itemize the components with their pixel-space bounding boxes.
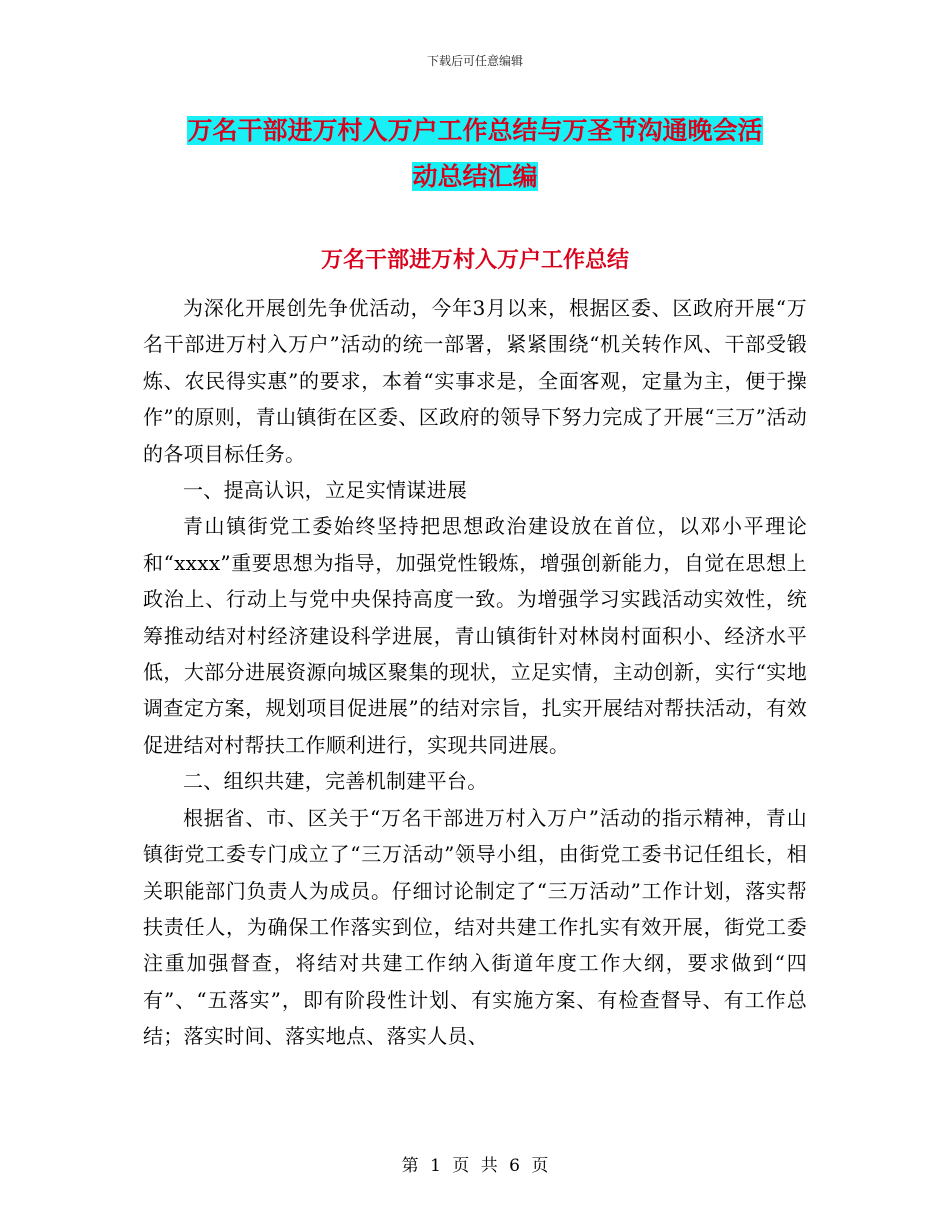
paragraph-heading-1: 一、提高认识，立足实情谋进展 [183, 478, 468, 503]
paragraph-intro: 为深化开展创先争优活动，今年3月以来，根据区委、区政府开展“万名干部进万村入万户”活动的统一部署，紧紧围绕“机关转作风、干部受锻炼、农民得实惠”的要求，本着“实事求是，全面客观，定量为主，便于操作”的原则，青山镇街在区委、区政府的领导下努力完成了开展“三万”活动的各项目标任务。 [143, 296, 807, 466]
paragraph-section-1: 青山镇街党工委始终坚持把思想政治建设放在首位，以邓小平理论和“xxxx”重要思想为指导，加强党性锻炼，增强创新能力，自觉在思想上政治上、行动上与党中央保持高度一致。为增强学习实践活动实效性，统筹推动结对村经济建设科学进展，青山镇街针对林岗村面积小、经济水平低，大部分进展资源向城区聚集的现状，立足实情，主动创新，实行“实地调查定方案，规划项目促进展”的结对宗旨，扎实开展结对帮扶活动，有效促进结对村帮扶工作顺利进行，实现共同进展。 [143, 514, 807, 757]
document-title-line-1: 万名干部进万村入万户工作总结与万圣节沟通晚会活 [187, 116, 763, 145]
document-title [140, 108, 810, 200]
section-title: 万名干部进万村入万户工作总结 [320, 248, 629, 273]
page-header-note: 下载后可任意编辑 [426, 54, 523, 68]
page-number: 第 1 页 共 6 页 [401, 1156, 549, 1176]
document-title-line-2: 动总结汇编 [412, 162, 538, 191]
paragraph-heading-2: 二、组织共建，完善机制建平台。 [183, 769, 488, 794]
paragraph-section-2: 根据省、市、区关于“万名干部进万村入万户”活动的指示精神，青山镇街党工委专门成立了“三万活动”领导小组，由街党工委书记任组长，相关职能部门负责人为成员。仔细讨论制定了“三万活动”工作计划，落实帮扶责任人，为确保工作落实到位，结对共建工作扎实有效开展，街党工委注重加强督查，将结对共建工作纳入街道年度工作大纲，要求做到“四有”、“五落实”，即有阶段性计划、有实施方案、有检查督导、有工作总结；落实时间、落实地点、落实人员、 [143, 805, 807, 1049]
document-body [143, 290, 807, 1055]
